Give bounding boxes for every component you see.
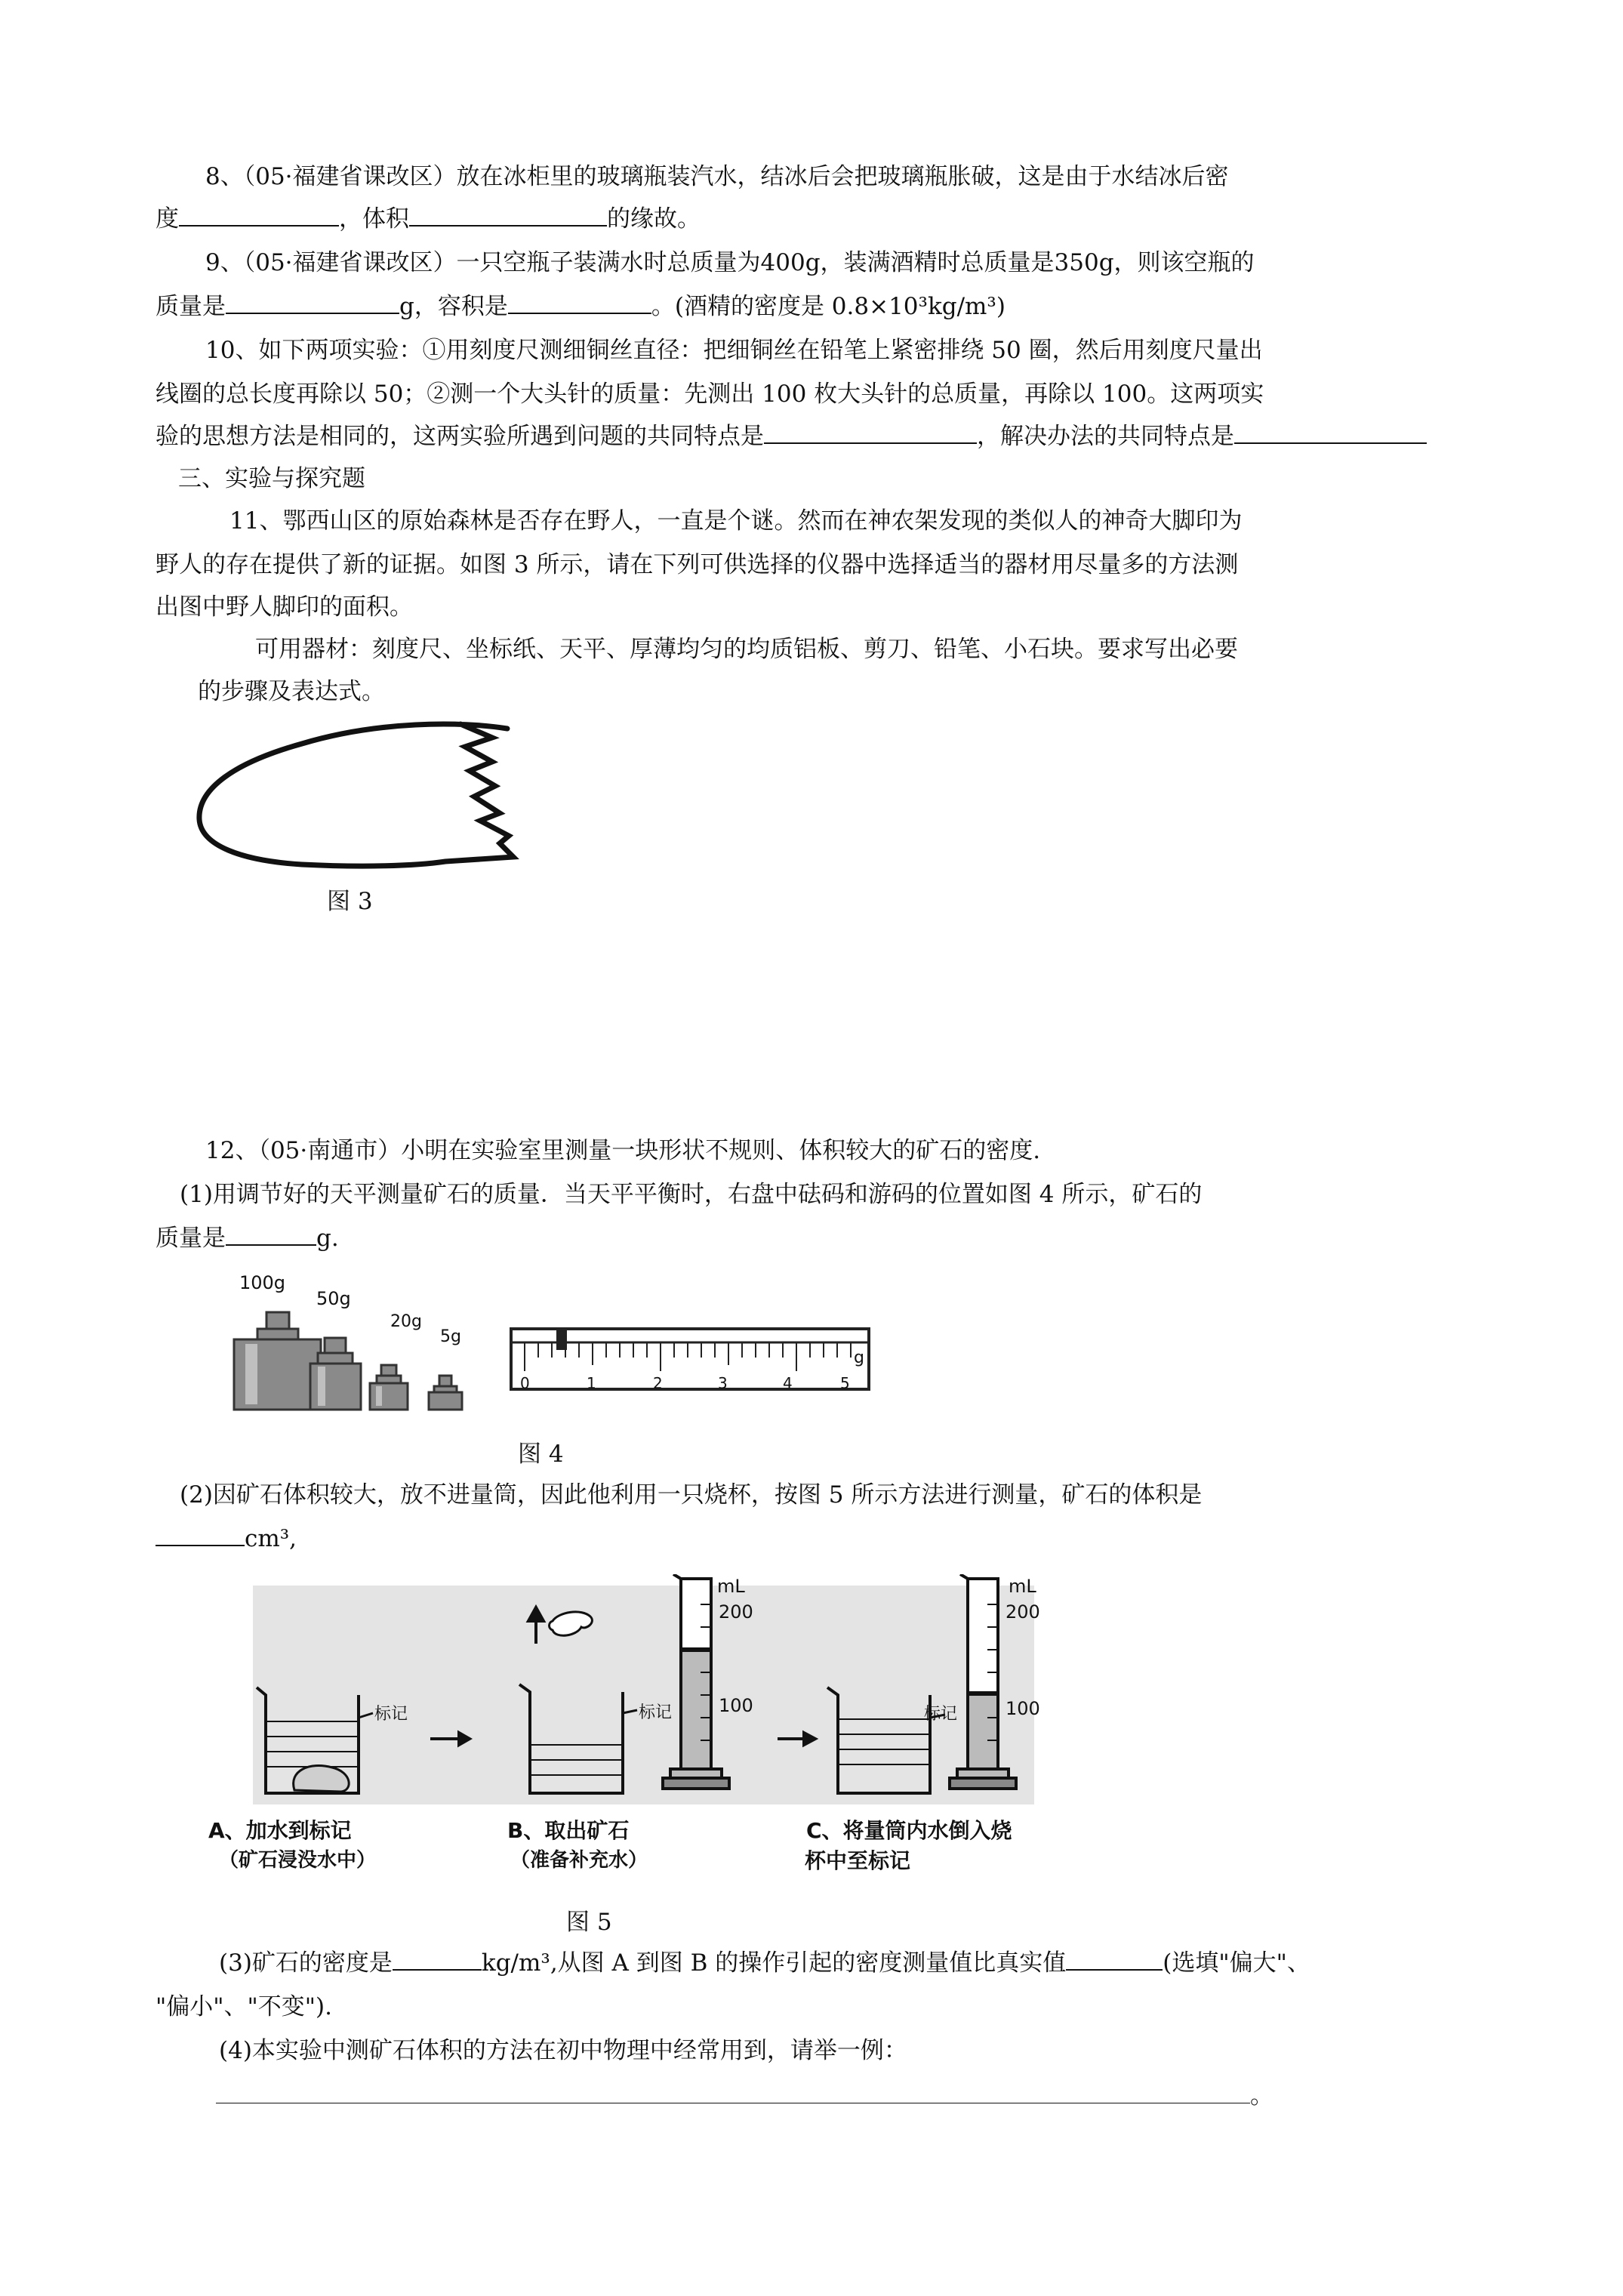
q12-p1-text-a: 质量是 xyxy=(156,1225,226,1252)
cyl1-200: 200 xyxy=(719,1601,753,1623)
q12-blank-density[interactable] xyxy=(393,1946,482,1971)
q8-text-a: 度 xyxy=(156,205,179,233)
q12-p3-text-a: (3)矿石的密度是 xyxy=(219,1949,393,1977)
step-c-line2: 杯中至标记 xyxy=(805,1848,911,1873)
weight-label-100g: 100g xyxy=(239,1272,286,1293)
rider-ruler xyxy=(510,1327,872,1391)
q8-blank-volume[interactable] xyxy=(409,202,607,227)
q12-p4-line2 xyxy=(216,2079,1273,2113)
q12-blank-mass[interactable] xyxy=(226,1222,316,1246)
q12-p2-line1: (2)因矿石体积较大，放不进量筒，因此他利用一只烧杯，按图 5 所示方法进行测量，矿石的体积是 xyxy=(180,1481,1203,1509)
section-title: 三、实验与探究题 xyxy=(178,465,365,492)
q8-line2 xyxy=(156,202,701,236)
ruler-tick-3: 3 xyxy=(718,1374,728,1392)
cyl2-200: 200 xyxy=(1006,1601,1040,1623)
q8-blank-density[interactable] xyxy=(179,202,339,227)
footprint-outline xyxy=(199,724,513,866)
q9-text-c: 。(酒精的密度是 0.8×10³kg/m³) xyxy=(651,293,1006,320)
q10-line3 xyxy=(156,420,1427,453)
q12-p4-line1: (4)本实验中测矿石体积的方法在初中物理中经常用到，请举一例： xyxy=(219,2037,907,2064)
fig5-caption: 图 5 xyxy=(566,1909,612,1936)
ruler-unit: g xyxy=(854,1348,864,1367)
q11-line3: 出图中野人脚印的面积。 xyxy=(156,593,413,621)
q8-text-c: 的缘故。 xyxy=(607,205,701,233)
q11-line5: 的步骤及表达式。 xyxy=(198,678,385,705)
fig3-caption: 图 3 xyxy=(327,888,373,915)
mark-label-a: 标记 xyxy=(374,1705,408,1724)
cyl2-100: 100 xyxy=(1006,1698,1040,1719)
q9-text-a: 质量是 xyxy=(156,293,226,320)
q11-line2: 野人的存在提供了新的证据。如图 3 所示，请在下列可供选择的仪器中选择适当的器材用尽量多的方法测 xyxy=(156,551,1239,578)
ruler-tick-4: 4 xyxy=(783,1374,793,1392)
q12-p3-line2: "偏小"、"不变"). xyxy=(156,1993,332,2020)
q12-p1-text-b: g. xyxy=(316,1225,339,1252)
step-a-line1: A、加水到标记 xyxy=(208,1818,352,1843)
cyl2-unit: mL xyxy=(1009,1576,1036,1597)
q10-blank-problem[interactable] xyxy=(764,420,977,444)
q12-p3-line1 xyxy=(219,1946,1310,1980)
step-b-line1: B、取出矿石 xyxy=(507,1818,630,1843)
ruler-tick-5: 5 xyxy=(840,1374,850,1392)
ruler-tick-2: 2 xyxy=(653,1374,663,1392)
q12-blank-volume[interactable] xyxy=(156,1522,245,1546)
q12-p2-unit: cm³, xyxy=(245,1525,297,1552)
cyl1-100: 100 xyxy=(719,1695,753,1716)
q10-text-a: 验的思想方法是相同的，这两实验所遇到问题的共同特点是 xyxy=(156,423,764,450)
q9-line1: 9、（05·福建省课改区）一只空瓶子装满水时总质量为400g，装满酒精时总质量是350g，则该空瓶的 xyxy=(205,249,1255,276)
q12-p1-line1: (1)用调节好的天平测量矿石的质量．当天平平衡时，右盘中砝码和游码的位置如图 4 所示，矿石的 xyxy=(180,1181,1203,1208)
q12-p3-text-b: kg/m³,从图 A 到图 B 的操作引起的密度测量值比真实值 xyxy=(481,1949,1067,1977)
q12-p3-text-c: (选填"偏大"、 xyxy=(1163,1949,1310,1977)
q8-text-b: ，体积 xyxy=(339,205,409,233)
q12-p2-line2 xyxy=(156,1522,297,1555)
q12-p4-end: 。 xyxy=(1250,2082,1273,2110)
weight-label-5g: 5g xyxy=(440,1327,461,1346)
q12-title: 12、（05·南通市）小明在实验室里测量一块形状不规则、体积较大的矿石的密度. xyxy=(205,1137,1041,1164)
q10-text-b: ，解决办法的共同特点是 xyxy=(977,423,1234,450)
step-b-line2: （准备补充水） xyxy=(510,1849,648,1872)
rider[interactable] xyxy=(556,1330,567,1350)
q10-line1: 10、如下两项实验：①用刻度尺测细铜丝直径：把细铜丝在铅笔上紧密排绕 50 圈，然后用刻度尺量出 xyxy=(205,337,1263,364)
q9-blank-mass[interactable] xyxy=(226,290,399,314)
q9-line2 xyxy=(156,290,1006,323)
cyl1-unit: mL xyxy=(717,1576,745,1597)
footprint-figure xyxy=(189,706,528,887)
fig5-drawing xyxy=(204,1574,1057,1808)
weight-label-50g: 50g xyxy=(316,1288,351,1309)
q10-line2: 线圈的总长度再除以 50；②测一个大头针的质量：先测出 100 枚大头针的总质量，再除以 100。这两项实 xyxy=(156,381,1264,408)
q9-text-b: g，容积是 xyxy=(399,293,508,320)
q12-blank-compare[interactable] xyxy=(1066,1946,1163,1971)
step-c-line1: C、将量筒内水倒入烧 xyxy=(806,1818,1012,1843)
q11-line1: 11、鄂西山区的原始森林是否存在野人，一直是个谜。然而在神农架发现的类似人的神奇大脚印为 xyxy=(229,507,1243,535)
weight-label-20g: 20g xyxy=(390,1312,422,1331)
q12-p1-line2 xyxy=(156,1222,339,1255)
ruler-tick-1: 1 xyxy=(587,1374,596,1392)
fig4-caption: 图 4 xyxy=(518,1441,564,1468)
q10-blank-solution[interactable] xyxy=(1234,420,1427,444)
q12-blank-example[interactable] xyxy=(216,2080,1250,2103)
mark-label-b: 标记 xyxy=(639,1703,673,1722)
step-a-line2: （矿石浸没水中） xyxy=(219,1849,377,1872)
ruler-tick-0: 0 xyxy=(520,1374,530,1392)
mark-label-c: 标记 xyxy=(924,1705,958,1724)
q8-line1: 8、（05·福建省课改区）放在冰柜里的玻璃瓶装汽水，结冰后会把玻璃瓶胀破，这是由于水结冰后密 xyxy=(205,163,1229,190)
fig4 xyxy=(230,1268,879,1416)
q11-line4: 可用器材：刻度尺、坐标纸、天平、厚薄均匀的均质铝板、剪刀、铅笔、小石块。要求写出必要 xyxy=(255,636,1238,663)
q9-blank-capacity[interactable] xyxy=(508,290,651,314)
fig5 xyxy=(204,1574,1057,1876)
